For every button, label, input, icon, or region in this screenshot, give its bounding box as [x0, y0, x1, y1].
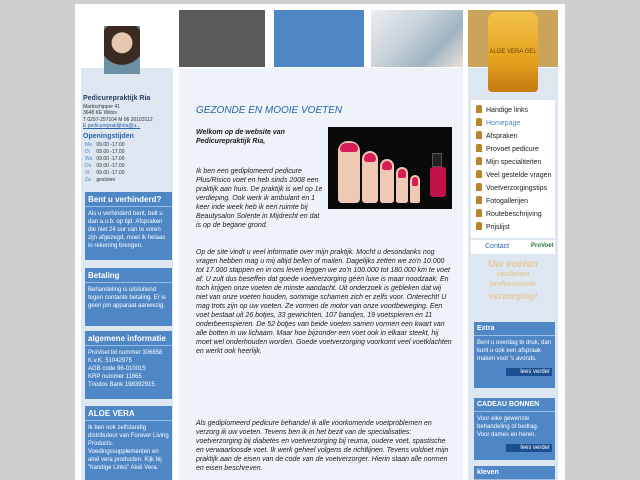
nav-item-specialiteiten[interactable]	[476, 157, 556, 168]
foot-icon	[476, 196, 482, 204]
hours-row	[85, 163, 165, 170]
hours-day: Ma	[85, 142, 92, 148]
info-box-title: Bent u verhinderd?	[85, 192, 172, 207]
painted-toenails-photo	[328, 127, 452, 209]
body-paragraph-2: Als gediplomeerd pedicure behandel ik alle voorkomende voetproblemen en verzorg ik uw voeten. Tevens ben ik in het bezit van de specialisaties: voetverzorging bij diabetes en voetverzorging bij reuma, oudere voet, spastische en verwaarloosde voet. Ik werk geheel volgens de richtlijnen. Tevens voldoet mijn praktijk aan de eisen van de code van de voetverzorger. Hierin staan alle normen en eisen beschreven.	[196, 420, 449, 472]
side-box-kleven	[474, 466, 555, 480]
nav-item-homepage[interactable]	[476, 118, 556, 129]
side-box-title: kleven	[474, 466, 555, 480]
nav-item-label: Veel gestelde vragen	[486, 172, 552, 179]
provoet-logo: ProVoet	[531, 243, 554, 249]
foot-icon	[476, 157, 482, 165]
slogan-line-1: Uw voeten	[487, 259, 538, 270]
aloe-vera-product-image	[488, 12, 538, 92]
hours-row	[85, 177, 165, 184]
side-box-title: Extra	[474, 322, 555, 336]
page-container	[75, 4, 565, 480]
foot-icon	[476, 209, 482, 217]
business-street: Markschipper 41	[83, 104, 120, 110]
info-box-payment	[85, 268, 172, 326]
nav-item-label: Routebeschrijving	[486, 211, 542, 218]
info-box-title: Betaling	[85, 268, 172, 283]
business-name: Pedicurepraktijk Ria	[83, 95, 151, 102]
info-box-title: ALOE VERA	[85, 406, 172, 421]
body-paragraph-1: Op de site vindt u veel informatie over mijn praktijk. Mocht u desondanks nog vragen hebben mag u mij altijd bellen of mailen. Dagelijks zetten we zo'n 10.000 tot 17.000 stappen en in ons leven leggen we zo'n 100.000 tot 180.000 km te voet af. U zult dus beseffen dat goede voetverzorging géén luxe is maar noodzaak. En toch krijgen onze voeten de minste aandacht. Uit onderzoek is gebleken dat wij niet van onze voeten houden, sommige schamen zich er zelfs voor. Onterecht! U mag trots zijn op uw voeten. Ze vormen de motor van onze voortbeweging. Een voet bestaat uit 26 botjes, 33 gewrichten, 107 bandjes, 19 voetspieren en 11 onderbeenspieren. De 52 botjes van beide voeten samen vormen een kwart van alle botten in uw lichaam. Maar hoe bijzonder een voet ook in elkaar steekt, hij moet wel onderhouden worden. Goede voetverzorging voorkomt veel voetklachten en werkt ook heerlijk.	[196, 249, 452, 355]
slogan-line-4: verzorging!	[488, 291, 538, 301]
hours-row	[85, 149, 165, 156]
info-box-cancellation	[85, 192, 172, 260]
contact-bar	[471, 240, 555, 254]
opening-hours-list	[85, 142, 165, 184]
hours-time: 09.00 -17.00	[96, 170, 125, 176]
nav-item-provoet-pedicure[interactable]	[476, 144, 556, 155]
nav-item-label: Homepage	[486, 120, 521, 127]
hours-day: Di	[85, 149, 90, 155]
nav-item-label: Fotogallerijen	[486, 198, 529, 205]
business-phone: T 0297-257104 M 06 20103112	[83, 117, 153, 123]
info-box-title: algemene informatie	[85, 331, 172, 346]
hours-time: gesloten	[96, 177, 116, 183]
slogan-line-2: verdienen	[496, 271, 530, 278]
foot-icon	[476, 118, 482, 126]
hours-day: Do	[85, 163, 92, 169]
info-box-body: Behandeling is uitsluitend tegen contante betaling. Er is geen pin apparaat aanwezig.	[88, 287, 166, 309]
nav-item-label: Afspraken	[486, 133, 518, 140]
info-box-aloe-vera	[85, 406, 172, 480]
foot-icon	[476, 170, 482, 178]
nav-item-faq[interactable]	[476, 170, 556, 181]
hours-time: 09.00 -17.00	[96, 149, 125, 155]
side-box-gift-vouchers	[474, 398, 555, 460]
info-box-general	[85, 331, 172, 399]
header-pedicure-photo	[371, 10, 463, 67]
hours-day: Vr	[85, 170, 90, 176]
product-label: ALOE VERA GEL	[489, 49, 537, 55]
info-box-body: Als u verhinderd bent, belt u dan a.u.b. op tijd. Afspraken die niet 24 uur van te voren zijn afgezegd, moet ik helaas in rekening brengen.	[88, 211, 166, 249]
nav-item-prijslijst[interactable]	[476, 222, 556, 233]
header-blue-block	[274, 10, 364, 67]
side-box-body: Voor elke gewenste behandeling of bedrag. Voor dames en heren.	[477, 416, 539, 438]
contact-link[interactable]: Contact	[485, 243, 510, 250]
hours-time: 09.00 -17.00	[96, 142, 125, 148]
nav-item-label: Provoet pedicure	[486, 146, 539, 153]
foot-icon	[476, 105, 482, 113]
foot-icon	[476, 183, 482, 191]
nav-item-label: Prijslijst	[486, 224, 510, 231]
foot-icon	[476, 222, 482, 230]
header-gray-block	[179, 10, 265, 67]
nav-item-fotogallerijen[interactable]	[476, 196, 556, 207]
business-email-link[interactable]: E pedicurepraktijkria@u...	[83, 123, 141, 129]
info-box-body: Ik ben ook zelfstandig distributeur van Forever Living Products. Voedingssupplementen en aloë vera producten. Kijk bij "handige Links" Aloë Vera.	[88, 425, 169, 471]
hours-time: 09.00 -17.00	[96, 163, 125, 169]
hours-row	[85, 142, 165, 149]
hours-time: 09.00 -17.00	[96, 156, 125, 162]
hours-day: Za	[85, 177, 91, 183]
hours-title: Openingstijden	[83, 133, 134, 140]
read-more-button[interactable]: lees verder	[506, 368, 552, 376]
side-box-body: Bent u overdag te druk, dan kunt u ook een afspraak maken voor 's avonds.	[477, 340, 552, 362]
nav-item-afspraken[interactable]	[476, 131, 556, 142]
nav-item-label: Voetverzorgingstips	[486, 185, 548, 192]
hours-row	[85, 170, 165, 177]
hours-day: Wo	[85, 156, 93, 162]
nav-item-tips[interactable]	[476, 183, 556, 194]
read-more-button[interactable]: lees verder	[506, 444, 552, 452]
nav-item-handige-links[interactable]	[476, 105, 556, 116]
nav-item-route[interactable]	[476, 209, 556, 220]
foot-icon	[476, 131, 482, 139]
foot-icon	[476, 144, 482, 152]
page-title: GEZONDE EN MOOIE VOETEN	[196, 105, 343, 116]
side-box-extra	[474, 322, 555, 388]
nav-item-label: Mijn specialiteiten	[486, 159, 542, 166]
intro-paragraph: Ik ben een gediplomeerd pedicure Plus/Risico voet en heb sinds 2008 een praktijk aan huis. De praktijk is wel op 1e verdieping. Ook werk ik ambulant en 1 keer inde week heb ik een ruimte bij Beautysalon Solente in Mijdrecht en dat is op de begane grond.	[196, 168, 323, 229]
welcome-text: Welkom op de website van Pedicurepraktijk Ria,	[196, 129, 285, 145]
owner-avatar	[104, 26, 140, 74]
slogan-line-3: professionele	[490, 281, 536, 288]
side-box-title: CADEAU BONNEN	[474, 398, 555, 412]
info-box-body: ProVoet lid nummer 306858 K.v.K. 51042975 AGB code 96-010015 KRP nummer 11865 Triodos Bank 198392915	[88, 350, 163, 388]
hours-row	[85, 156, 165, 163]
business-city: 3648 KE Wilnis	[83, 110, 117, 116]
nav-item-label: Handige links	[486, 107, 529, 114]
